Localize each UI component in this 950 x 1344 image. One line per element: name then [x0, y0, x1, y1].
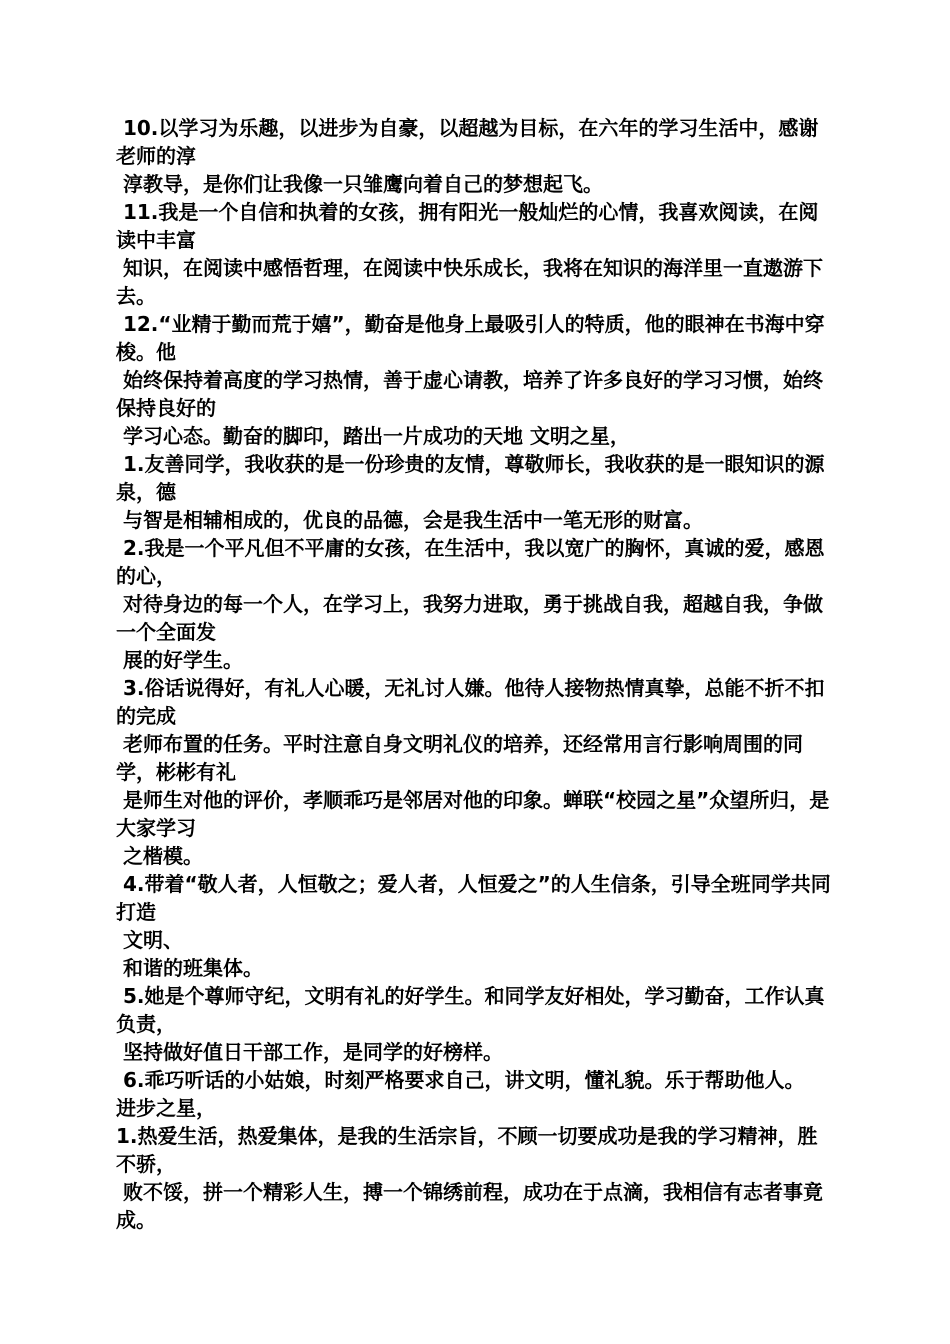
text-line: 学习心态。勤奋的脚印，踏出一片成功的天地 文明之星， — [116, 424, 630, 448]
text-line: 老师布置的任务。平时注意自身文明礼仪的培养，还经常用言行影响周围的同学，彬彬有礼 — [116, 732, 803, 784]
text-line: 文明、 — [116, 928, 183, 952]
text-line: 淳教导，是你们让我像一只雏鹰向着自己的梦想起飞。 — [116, 172, 603, 196]
text-line: 3.俗话说得好，有礼人心暖，无礼讨人嫌。他待人接物热情真挚，总能不折不扣的完成 — [116, 676, 825, 728]
text-line: 对待身边的每一个人，在学习上，我努力进取，勇于挑战自我，超越自我，争做一个全面发 — [116, 592, 823, 644]
text-line: 4.带着“敬人者，人恒敬之；爱人者，人恒爱之”的人生信条，引导全班同学共同打造 — [116, 872, 831, 924]
text-line: 11.我是一个自信和执着的女孩，拥有阳光一般灿烂的心情，我喜欢阅读，在阅读中丰富 — [116, 200, 819, 252]
text-line: 6.乖巧听话的小姑娘，时刻严格要求自己，讲文明，懂礼貌。乐于帮助他人。 进步之星， — [116, 1068, 819, 1120]
text-line: 和谐的班集体。 — [116, 956, 263, 980]
text-line: 展的好学生。 — [116, 648, 243, 672]
text-line: 2.我是一个平凡但不平庸的女孩，在生活中，我以宽广的胸怀，真诚的爱，感恩的心， — [116, 536, 825, 588]
text-line: 之楷模。 — [116, 844, 203, 868]
text-line: 是师生对他的评价，孝顺乖巧是邻居对他的印象。蝉联“校园之星”众望所归，是大家学习 — [116, 788, 830, 840]
text-line: 12.“业精于勤而荒于嬉”，勤奋是他身上最吸引人的特质，他的眼神在书海中穿梭。他 — [116, 312, 825, 364]
text-line: 知识，在阅读中感悟哲理，在阅读中快乐成长，我将在知识的海洋里一直遨游下去。 — [116, 256, 823, 308]
text-line: 1.友善同学，我收获的是一份珍贵的友情，尊敬师长，我收获的是一眼知识的源泉，德 — [116, 452, 825, 504]
text-line: 坚持做好值日干部工作，是同学的好榜样。 — [116, 1040, 503, 1064]
text-line: 与智是相辅相成的，优良的品德，会是我生活中一笔无形的财富。 — [116, 508, 703, 532]
text-line: 5.她是个尊师守纪，文明有礼的好学生。和同学友好相处，学习勤奋，工作认真负责， — [116, 984, 825, 1036]
text-line: 1.热爱生活，热爱集体，是我的生活宗旨，不顾一切要成功是我的学习精神，胜不骄， — [116, 1124, 818, 1176]
text-line: 始终保持着高度的学习热情，善于虚心请教，培养了许多良好的学习习惯，始终保持良好的 — [116, 368, 823, 420]
text-line: 10.以学习为乐趣，以进步为自豪，以超越为目标，在六年的学习生活中，感谢老师的淳 — [116, 116, 819, 168]
document-body — [116, 114, 836, 1234]
text-line: 败不馁，拼一个精彩人生，搏一个锦绣前程，成功在于点滴，我相信有志者事竟成。 — [116, 1180, 823, 1232]
